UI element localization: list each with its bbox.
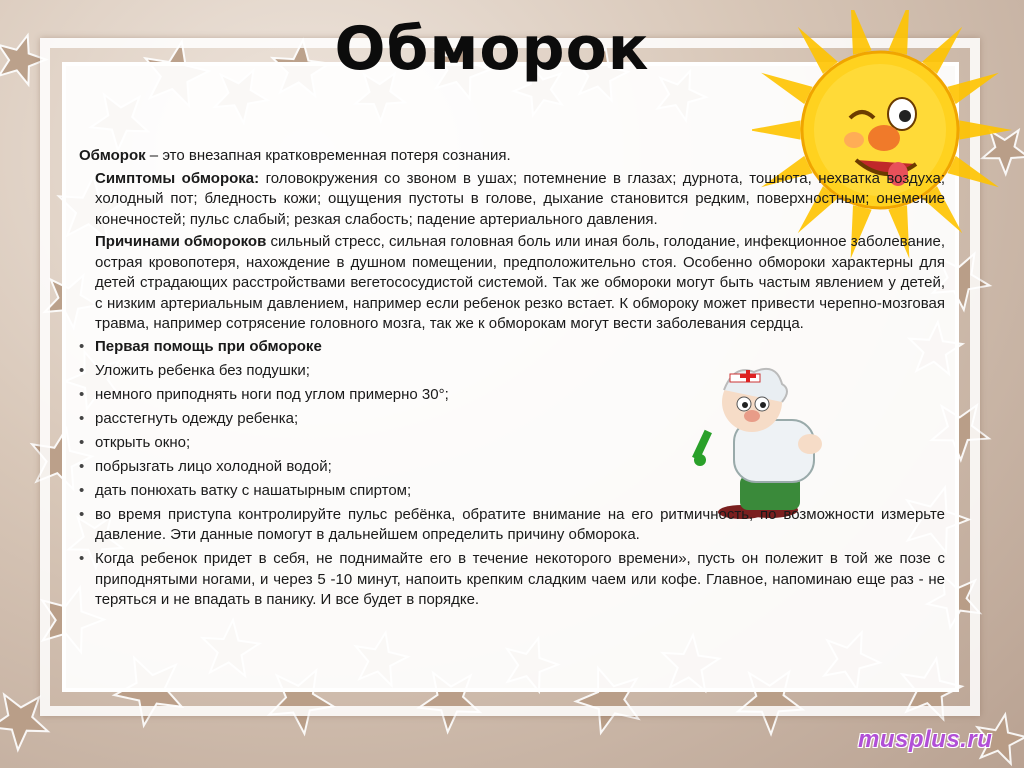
- causes-heading: Причинами обмороков: [95, 233, 267, 250]
- first-aid-heading-item: [79, 337, 945, 358]
- slide-content: [79, 146, 945, 614]
- first-aid-heading: Первая помощь при обмороке: [95, 337, 322, 355]
- list-item: • во время приступа контролируйте пульс ребёнка, обратите внимание на его ритмичность, по возможности измерьте давление. Эти данные помогут в дальнейшем определить причину обморока.: [79, 505, 945, 546]
- symptoms-text: головокружения со звоном в ушах; потемнение в глазах; дурнота, тошнота, нехватка воздуха; холодный пот; бледность кожи; ощущения пустоты в голове, дыхание становится редким, поверхностным; онемение конечностей; пульс слабый; резкая слабость; падение артериального давления.: [95, 169, 945, 228]
- definition-text: – это внезапная кратковременная потеря сознания.: [145, 147, 511, 164]
- list-item: • немного приподнять ноги под углом примерно 30°;: [79, 385, 945, 406]
- watermark: musplus.ru: [858, 726, 993, 753]
- list-item: • Когда ребенок придет в себя, не поднимайте его в течение некоторого времени», пусть он полежит в той же позе с приподнятыми ногами, и через 5 -10 минут, напоить крепким сладким чаем или кофе. Главное, напоминаю еще раз - не теряться и не впадать в панику. И все будет в порядке.: [79, 549, 945, 611]
- causes-paragraph: [79, 232, 945, 335]
- first-aid-list: [79, 337, 945, 611]
- causes-text: сильный стресс, сильная головная боль или иная боль, голодание, инфекционное заболевание, острая кровопотеря, нахождение в душном помещении, предположительно стоя. Особенно обмороки характерны для детей страдающих расстройствами вегетососудистой системой. Так же обмороки могут быть частым явлением у детей, с низким артериальным давлением, например если ребенок резко встает. К обмороку может привести черепно-мозговая травма, например сотрясение головного мозга, так же к обморокам могут вести заболевания сердца.: [95, 233, 945, 332]
- symptoms-paragraph: [79, 169, 945, 231]
- definition-paragraph: [79, 146, 945, 167]
- list-item: • расстегнуть одежду ребенка;: [79, 409, 945, 430]
- list-item: • Уложить ребенка без подушки;: [79, 361, 945, 382]
- definition-term: Обморок: [79, 147, 146, 164]
- symptoms-heading: Симптомы обморока:: [95, 169, 260, 187]
- list-item: • побрызгать лицо холодной водой;: [79, 457, 945, 478]
- list-item: • открыть окно;: [79, 433, 945, 454]
- slide-title: Обморок: [334, 14, 650, 84]
- list-item: • дать понюхать ватку с нашатырным спиртом;: [79, 481, 945, 502]
